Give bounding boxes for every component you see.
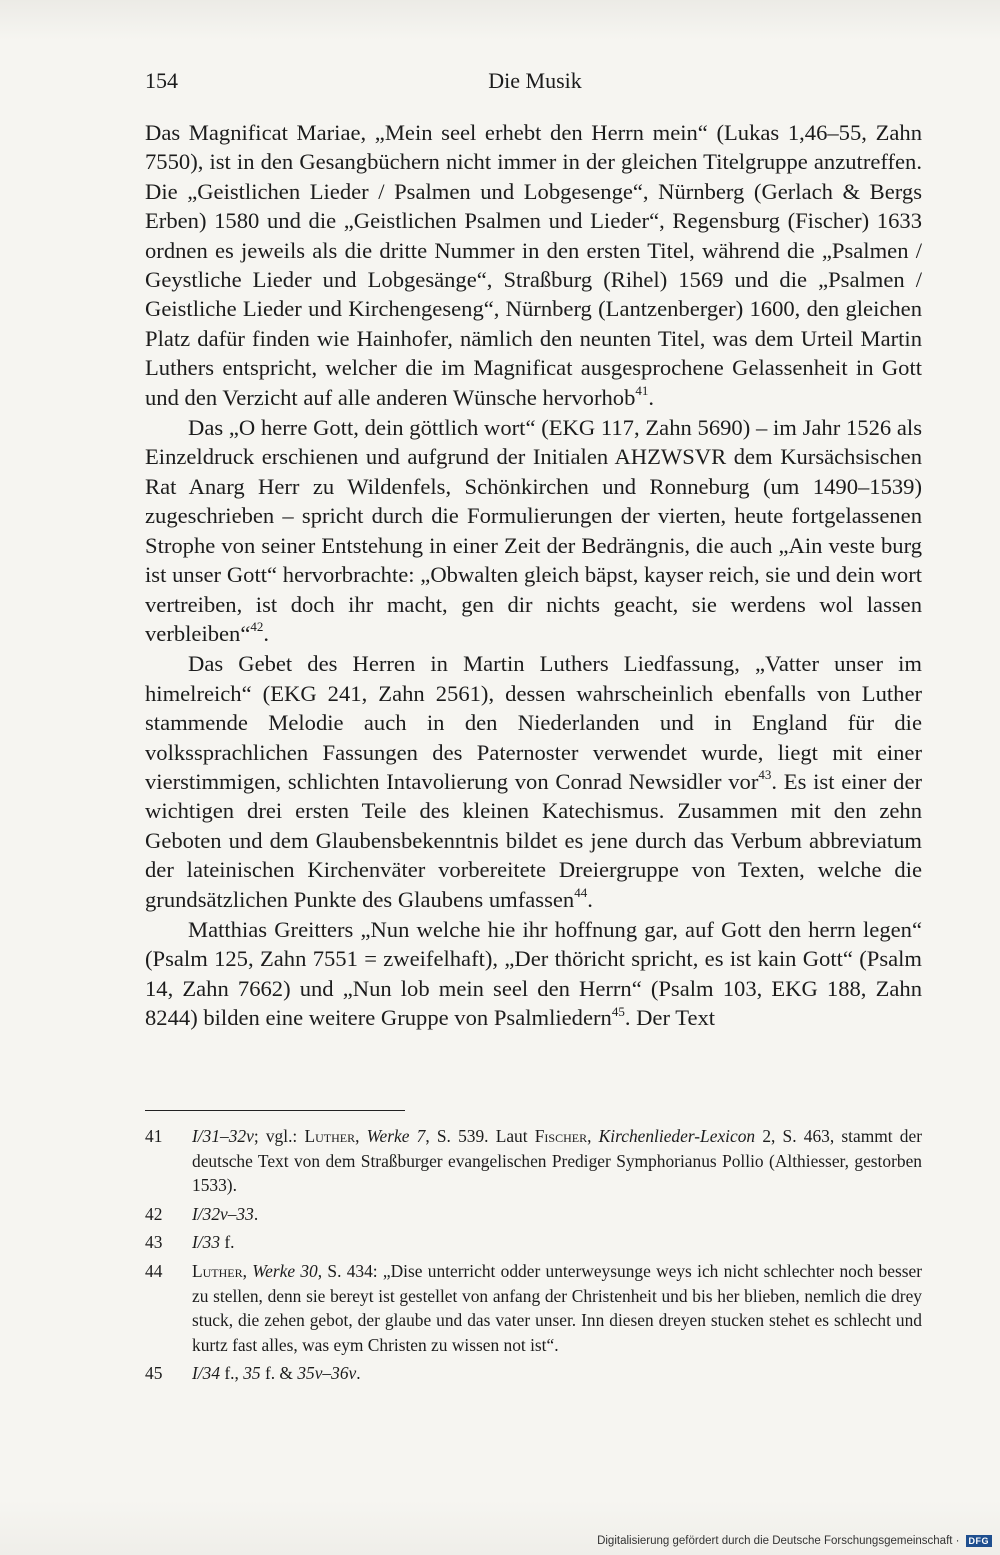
- credit-text: Digitalisierung gefördert durch die Deutsche Forschungsgemeinschaft ·: [597, 1535, 960, 1547]
- running-head: Die Musik: [488, 68, 582, 93]
- footnotes: [145, 1124, 922, 1390]
- footnote-ref-43[interactable]: 43: [758, 767, 772, 783]
- footnote-ref-42[interactable]: 42: [250, 619, 264, 635]
- footnote-text: I/32v–33.: [192, 1203, 259, 1224]
- footnote-number: 43: [145, 1232, 163, 1253]
- page-header: [145, 68, 925, 100]
- footnote-41: [145, 1124, 922, 1198]
- footnote-44: [145, 1259, 922, 1357]
- footnote-42: [145, 1202, 922, 1227]
- footnote-ref-44[interactable]: 44: [574, 885, 588, 901]
- footnote-number: 45: [145, 1363, 163, 1384]
- main-text: [145, 118, 922, 1033]
- paragraph-2: Das „O herre Gott, dein göttlich wort“ (EKG 117, Zahn 5690) – im Jahr 1526 als Einzeldruck erschienen und aufgrund der Initialen AHZWSVR dem Kursächsischen Rat Anarg Herr zu Wildenfels, Schönkirchen und Ronneburg (um 1490–1539) zugeschrieben – spricht durch die Formulierungen der vierten, heute fortgelassenen Strophe von seiner Entstehung in einer Zeit der Bedrängnis, die auch „Ain veste burg ist unser Gott“ hervorbrachte: „Obwalten gleich bäpst, kayser reich, sie und dein wort vertreiben, ist doch ihr macht, gen dir nichts geacht, sie werdens wol lassen verbleiben“$^{42}$.: [145, 415, 922, 646]
- footnote-number: 41: [145, 1126, 163, 1146]
- footnote-text: I/31–32v; vgl.: Luther, Werke 7, S. 539. Laut Fischer, Kirchenlieder-Lexicon 2, S. 463, stammt der deutsche Text von dem Straßburger evangelischen Prediger Symphorianus Pollio (Althiesser, gestorben 1533).: [192, 1126, 922, 1196]
- footnote-ref-41[interactable]: 41: [635, 383, 649, 399]
- paragraph-3: Das Gebet des Herren in Martin Luthers Liedfassung, „Vatter unser im himelreich“ (EKG 241, Zahn 2561), dessen wahrscheinlich ebenfalls von Luther stammende Melodie auch in den Niederlanden und in England für die volkssprachlichen Fassungen des Paternoster verwendet wurde, liegt mit einer vierstimmigen, schlichten Intavolierung von Conrad Newsidler vor$^{43}$. Es ist einer der wichtigen drei ersten Teile des kleinen Katechismus. Zusammen mit den zehn Geboten und dem Glaubensbekenntnis bildet es jene durch das Verbum abbreviatum der lateinischen Kirchenväter vorbereitete Dreiergruppe von Texten, welche die grundsätzlichen Punkte des Glaubens umfassen$^{44}$.: [145, 651, 922, 912]
- footnote-45: [145, 1361, 922, 1386]
- page-number: 154: [145, 68, 178, 93]
- dfg-logo-icon: DFG: [966, 1535, 993, 1547]
- footnote-ref-45[interactable]: 45: [611, 1003, 625, 1019]
- paragraph-1: Das Magnificat Mariae, „Mein seel erhebt den Herrn mein“ (Lukas 1,46–55, Zahn 7550), ist in den Gesangbüchern nicht immer in der gleichen Titelgruppe anzutreffen. Die „Geistlichen Lieder / Psalmen und Lobgesenge“, Nürnberg (Gerlach & Bergs Erben) 1580 und die „Geistlichen Psalmen und Lieder“, Regensburg (Fischer) 1633 ordnen es jeweils als die dritte Nummer in den ersten Titel, während die „Psalmen / Geystliche Lieder und Lobgesänge“, Straßburg (Rihel) 1569 und die „Psalmen / Geistliche Lieder und Kirchengeseng“, Nürnberg (Lantzenberger) 1600, den gleichen Platz dafür finden wie Hainhofer, nämlich den neunten Titel, was dem Urteil Martin Luthers entspricht, welcher die im Magnificat ausgesprochene Gelassenheit in Gott und den Verzicht auf alle anderen Wünsche hervorhob$^{41}$.: [145, 120, 922, 410]
- footnote-text: I/34 f., 35 f. & 35v–36v.: [192, 1363, 361, 1384]
- digitization-credit: [597, 1535, 992, 1547]
- footnote-number: 42: [145, 1203, 163, 1224]
- footnote-43: [145, 1230, 922, 1255]
- footnote-divider: [145, 1110, 405, 1111]
- footnote-text: I/33 f.: [192, 1232, 235, 1253]
- paragraph-4: Matthias Greitters „Nun welche hie ihr hoffnung gar, auf Gott den herrn legen“ (Psalm 125, Zahn 7551 = zweifelhaft), „Der thöricht spricht, es ist kain Gott“ (Psalm 14, Zahn 7662) und „Nun lob mein seel den Herrn“ (Psalm 103, EKG 188, Zahn 8244) bilden eine weitere Gruppe von Psalmliedern$^{45}$. Der Text: [145, 916, 922, 1031]
- footnote-text: Luther, Werke 30, S. 434: „Dise unterricht odder unterweysunge weys ich nicht schlechter noch besser zu stellen, denn sie bereyt ist gestellet von anfang der Christenheit und bis her blieben, nemlich die drey stuck, die zehen gebot, der glaube und das vater unser. Inn diesen dreyen stucken stehet es schlecht und kurtz fast alles, was eym Christen zu wissen not ist“.: [192, 1260, 923, 1355]
- footnote-number: 44: [145, 1260, 163, 1281]
